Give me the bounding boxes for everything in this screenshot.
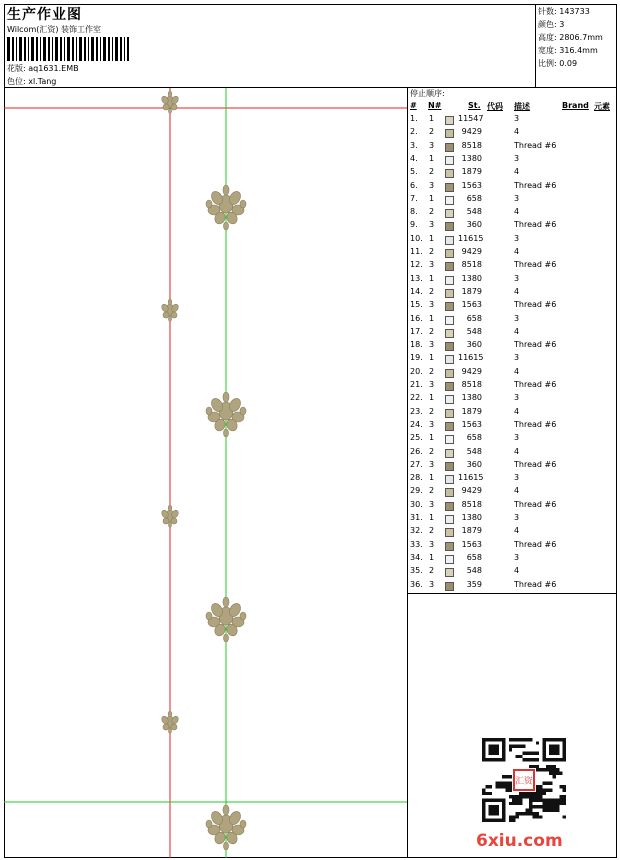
barcode (7, 37, 129, 61)
row-needle: 1 (429, 153, 435, 163)
row-code: 9429 (461, 486, 482, 496)
row-desc: Thread #6 (514, 300, 557, 310)
row-code: 360 (466, 459, 482, 469)
row-code: 1879 (461, 526, 482, 536)
color-swatch (445, 528, 454, 537)
row-needle: 3 (429, 499, 435, 509)
table-row (408, 407, 616, 420)
row-needle: 1 (429, 233, 435, 243)
row-desc: 4 (514, 207, 520, 217)
row-needle: 3 (429, 419, 435, 429)
row-desc: 4 (514, 566, 520, 576)
row-code: 548 (466, 566, 482, 576)
row-desc: Thread #6 (514, 459, 557, 469)
row-code: 1563 (461, 300, 482, 310)
row-index: 33. (410, 539, 423, 549)
color-swatch (445, 329, 454, 338)
row-code: 359 (466, 579, 482, 589)
row-index: 11. (410, 247, 423, 256)
color-swatch (445, 449, 454, 458)
row-code: 658 (466, 193, 482, 203)
design-value: aq1631.EMB (28, 64, 79, 73)
stat-colors: 颜色: 3 (538, 20, 565, 29)
row-index: 5. (410, 167, 418, 177)
color-swatch (445, 382, 454, 391)
row-code: 8518 (461, 380, 482, 389)
row-desc: 3 (514, 114, 520, 123)
color-swatch (445, 169, 454, 178)
row-code: 360 (466, 220, 482, 230)
table-row (408, 553, 616, 566)
row-desc: Thread #6 (514, 180, 557, 190)
row-needle: 1 (429, 473, 435, 483)
color-swatch (445, 183, 454, 192)
row-index: 32. (410, 526, 423, 536)
row-desc: 4 (514, 446, 520, 456)
color-swatch (445, 422, 454, 431)
qr-panel (407, 593, 617, 858)
row-index: 27. (410, 459, 423, 469)
table-row (408, 447, 616, 460)
row-code: 658 (466, 552, 482, 562)
row-desc: 4 (514, 286, 520, 296)
table-row (408, 513, 616, 526)
stat-scale: 比例: 0.09 (538, 59, 578, 68)
color-swatch (445, 143, 454, 152)
row-code: 1380 (461, 153, 482, 163)
color-swatch (445, 488, 454, 497)
row-code: 1563 (461, 419, 482, 429)
row-desc: Thread #6 (514, 419, 557, 429)
colorway-value: xl.Tang (28, 77, 57, 86)
site-watermark: 6xiu.com (476, 831, 563, 851)
table-row (408, 353, 616, 366)
row-desc: 3 (514, 153, 520, 163)
design-canvas[interactable] (4, 88, 407, 858)
row-index: 16. (410, 313, 423, 323)
row-index: 28. (410, 473, 423, 483)
row-index: 6. (410, 180, 418, 190)
row-index: 17. (410, 326, 423, 336)
design-file (7, 63, 79, 74)
table-row (408, 274, 616, 287)
row-code: 1879 (461, 406, 482, 416)
design-label: 花版: (7, 64, 26, 73)
embroidery-motif-large (206, 597, 246, 642)
row-code: 1879 (461, 167, 482, 177)
table-row (408, 287, 616, 300)
embroidery-motif-large (206, 185, 246, 230)
embroidery-motif-large (206, 805, 246, 850)
row-desc: 3 (514, 393, 520, 403)
table-row (408, 260, 616, 273)
row-code: 548 (466, 446, 482, 456)
row-desc: 3 (514, 552, 520, 562)
row-needle: 2 (429, 566, 435, 576)
table-row (408, 141, 616, 154)
row-desc: 4 (514, 366, 520, 376)
row-needle: 2 (429, 526, 435, 536)
table-row (408, 220, 616, 233)
row-index: 36. (410, 579, 423, 589)
table-row (408, 367, 616, 380)
row-index: 2. (410, 127, 418, 137)
row-code: 9429 (461, 127, 482, 137)
color-swatch (445, 156, 454, 165)
qr-code (482, 738, 566, 822)
color-swatch (445, 129, 454, 138)
stat-stitches: 针数: 143733 (538, 7, 590, 16)
row-index: 9. (410, 220, 418, 230)
row-desc: 4 (514, 247, 520, 256)
row-desc: 3 (514, 473, 520, 483)
row-code: 658 (466, 433, 482, 443)
row-desc: 4 (514, 526, 520, 536)
row-index: 14. (410, 286, 423, 296)
table-row (408, 234, 616, 247)
row-index: 15. (410, 300, 423, 310)
color-swatch (445, 475, 454, 484)
table-row (408, 486, 616, 499)
row-needle: 3 (429, 300, 435, 310)
row-needle: 2 (429, 486, 435, 496)
color-swatch (445, 515, 454, 524)
color-swatch (445, 409, 454, 418)
row-code: 1380 (461, 393, 482, 403)
row-desc: Thread #6 (514, 579, 557, 589)
row-index: 21. (410, 380, 423, 389)
row-code: 1380 (461, 513, 482, 522)
col-header-code: 代码 (487, 102, 503, 111)
row-desc: 3 (514, 513, 520, 522)
table-row (408, 194, 616, 207)
row-needle: 3 (429, 340, 435, 350)
studio-subtitle: Wilcom(汇资) 装饰工作室 (7, 25, 102, 34)
table-row (408, 473, 616, 486)
table-row (408, 420, 616, 433)
row-code: 1563 (461, 180, 482, 190)
row-needle: 1 (429, 552, 435, 562)
row-needle: 3 (429, 180, 435, 190)
row-code: 9429 (461, 247, 482, 256)
row-desc: Thread #6 (514, 220, 557, 230)
table-row (408, 393, 616, 406)
row-index: 3. (410, 140, 418, 150)
row-index: 34. (410, 552, 423, 562)
row-needle: 3 (429, 459, 435, 469)
table-row (408, 167, 616, 180)
row-desc: Thread #6 (514, 539, 557, 549)
color-swatch (445, 555, 454, 564)
row-needle: 2 (429, 406, 435, 416)
color-swatch (445, 236, 454, 245)
table-row (408, 526, 616, 539)
table-row (408, 566, 616, 579)
color-swatch (445, 302, 454, 311)
row-index: 29. (410, 486, 423, 496)
color-swatch (445, 395, 454, 404)
table-row (408, 154, 616, 167)
color-swatch (445, 196, 454, 205)
row-code: 11547 (458, 114, 484, 123)
color-swatch (445, 222, 454, 231)
color-swatch (445, 369, 454, 378)
row-desc: 3 (514, 233, 520, 243)
design-stats (535, 4, 617, 88)
row-index: 25. (410, 433, 423, 443)
color-swatch (445, 582, 454, 591)
row-needle: 2 (429, 167, 435, 177)
row-code: 11615 (458, 353, 484, 363)
row-code: 658 (466, 313, 482, 323)
row-index: 7. (410, 193, 418, 203)
row-code: 11615 (458, 473, 484, 483)
embroidery-motif-small (160, 299, 179, 322)
color-swatch (445, 435, 454, 444)
row-needle: 3 (429, 260, 435, 270)
color-swatch (445, 462, 454, 471)
row-needle: 2 (429, 247, 435, 256)
table-row (408, 580, 616, 593)
row-desc: Thread #6 (514, 380, 557, 389)
row-index: 35. (410, 566, 423, 576)
col-header-desc: 描述 (514, 102, 530, 111)
color-swatch (445, 355, 454, 364)
row-desc: 3 (514, 313, 520, 323)
table-row (408, 540, 616, 553)
row-code: 8518 (461, 260, 482, 270)
row-code: 548 (466, 326, 482, 336)
row-index: 26. (410, 446, 423, 456)
row-needle: 1 (429, 114, 435, 123)
seal-text: 汇资 (515, 776, 533, 787)
embroidery-motif-small (160, 505, 179, 528)
table-row (408, 500, 616, 513)
colorway-label: 色位: (7, 77, 26, 86)
stat-width: 宽度: 316.4mm (538, 46, 598, 55)
colorway (7, 76, 56, 87)
col-header-needle: N# (428, 101, 442, 110)
row-desc: 4 (514, 486, 520, 496)
row-needle: 2 (429, 446, 435, 456)
row-needle: 2 (429, 366, 435, 376)
row-needle: 2 (429, 127, 435, 137)
table-row (408, 127, 616, 140)
row-desc: 4 (514, 406, 520, 416)
row-needle: 3 (429, 380, 435, 389)
row-desc: Thread #6 (514, 140, 557, 150)
row-desc: Thread #6 (514, 340, 557, 350)
row-needle: 3 (429, 539, 435, 549)
color-swatch (445, 289, 454, 298)
color-swatch (445, 542, 454, 551)
row-index: 24. (410, 419, 423, 429)
row-index: 12. (410, 260, 423, 270)
color-swatch (445, 568, 454, 577)
table-row (408, 380, 616, 393)
table-row (408, 340, 616, 353)
table-row (408, 207, 616, 220)
color-swatch (445, 502, 454, 511)
row-code: 11615 (458, 233, 484, 243)
row-code: 360 (466, 340, 482, 350)
row-code: 1563 (461, 539, 482, 549)
col-header-brand: Brand (562, 101, 589, 110)
row-index: 10. (410, 233, 423, 243)
row-index: 18. (410, 340, 423, 350)
color-swatch (445, 262, 454, 271)
table-row (408, 300, 616, 313)
table-row (408, 181, 616, 194)
row-index: 1. (410, 114, 418, 123)
row-desc: Thread #6 (514, 260, 557, 270)
color-swatch (445, 209, 454, 218)
table-row (408, 247, 616, 260)
color-swatch (445, 116, 454, 125)
row-desc: 4 (514, 167, 520, 177)
page-title: 生产作业图 (7, 7, 82, 23)
col-header-index: # (410, 101, 417, 110)
row-index: 20. (410, 366, 423, 376)
color-swatch (445, 276, 454, 285)
table-row (408, 327, 616, 340)
embroidery-motif-small (160, 91, 179, 114)
row-index: 31. (410, 513, 423, 522)
row-needle: 2 (429, 326, 435, 336)
row-needle: 3 (429, 220, 435, 230)
table-row (408, 460, 616, 473)
row-desc: 4 (514, 326, 520, 336)
row-index: 19. (410, 353, 423, 363)
row-needle: 1 (429, 393, 435, 403)
row-needle: 1 (429, 513, 435, 522)
embroidery-motif-small (160, 711, 179, 734)
row-code: 1879 (461, 286, 482, 296)
embroidery-motif-large (206, 392, 246, 437)
row-index: 8. (410, 207, 418, 217)
stop-sequence-title: 停止顺序: (410, 89, 445, 98)
row-code: 548 (466, 207, 482, 217)
row-needle: 1 (429, 313, 435, 323)
stat-height: 高度: 2806.7mm (538, 33, 603, 42)
row-needle: 1 (429, 353, 435, 363)
row-index: 22. (410, 393, 423, 403)
row-needle: 2 (429, 286, 435, 296)
row-index: 23. (410, 406, 423, 416)
color-swatch (445, 249, 454, 258)
row-desc: 3 (514, 273, 520, 283)
table-row (408, 433, 616, 446)
row-needle: 3 (429, 579, 435, 589)
row-needle: 1 (429, 433, 435, 443)
row-needle: 1 (429, 273, 435, 283)
row-desc: 4 (514, 127, 520, 137)
row-code: 9429 (461, 366, 482, 376)
col-header-st: St. (468, 101, 481, 110)
row-index: 4. (410, 153, 418, 163)
row-index: 13. (410, 273, 423, 283)
header-info (4, 4, 536, 88)
table-row (408, 314, 616, 327)
row-needle: 1 (429, 193, 435, 203)
row-code: 1380 (461, 273, 482, 283)
row-desc: 3 (514, 433, 520, 443)
stop-sequence-panel (407, 88, 617, 594)
color-swatch (445, 316, 454, 325)
row-code: 8518 (461, 140, 482, 150)
row-index: 30. (410, 499, 423, 509)
row-desc: 3 (514, 193, 520, 203)
row-desc: 3 (514, 353, 520, 363)
col-header-element: 元素 (594, 102, 610, 111)
color-swatch (445, 342, 454, 351)
row-needle: 2 (429, 207, 435, 217)
table-row (408, 114, 616, 127)
row-desc: Thread #6 (514, 499, 557, 509)
row-code: 8518 (461, 499, 482, 509)
row-needle: 3 (429, 140, 435, 150)
